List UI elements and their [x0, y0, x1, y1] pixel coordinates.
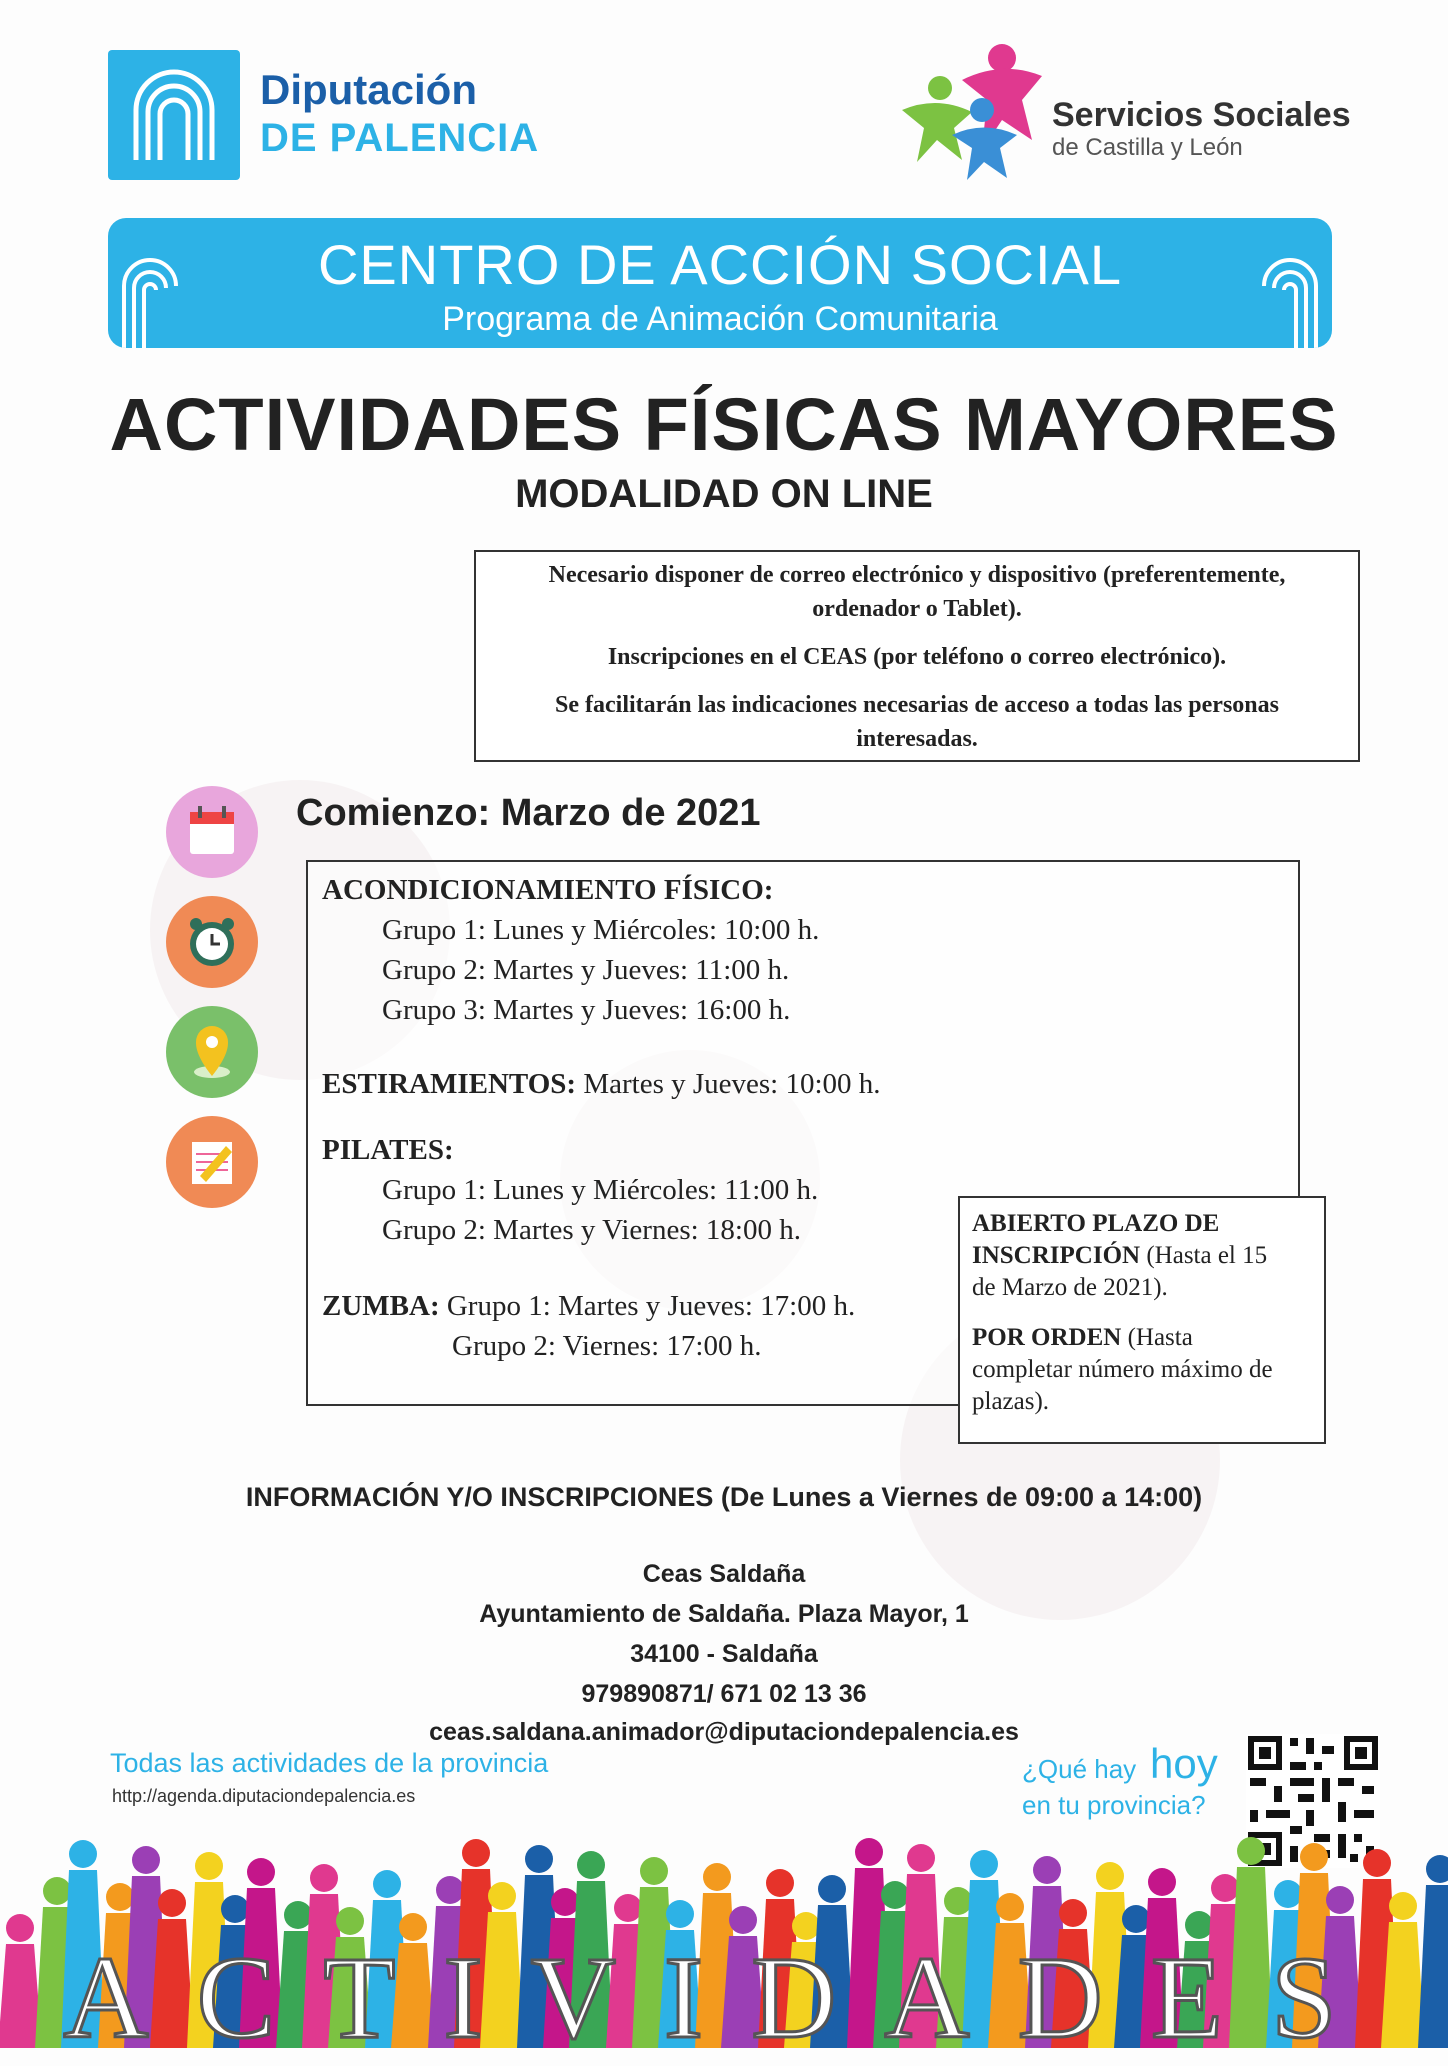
registration-line	[972, 1240, 1267, 1272]
registration-line: completar número máximo de	[972, 1356, 1273, 1383]
page-title: ACTIVIDADES FÍSICAS MAYORES	[109, 383, 1339, 466]
servicios-sociales-subtitle: de Castilla y León	[1052, 134, 1243, 161]
diputacion-name: Diputación	[260, 66, 477, 113]
hoy-text: hoy	[1150, 1740, 1218, 1787]
crowd-person-head	[221, 1895, 249, 1923]
crowd-person-head	[1059, 1899, 1087, 1927]
crowd-person-head	[1426, 1855, 1448, 1883]
crowd-person-head	[1326, 1886, 1354, 1914]
requirement-line: interesadas.	[856, 726, 978, 752]
crowd-person-head	[766, 1869, 794, 1897]
crowd-person-head	[818, 1875, 846, 1903]
crowd-person-head	[996, 1893, 1024, 1921]
crowd-person-head	[907, 1844, 935, 1872]
crowd-person-head	[1122, 1905, 1150, 1933]
en-tu-provincia-text: en tu provincia?	[1022, 1790, 1206, 1820]
schedule-line: Grupo 2: Martes y Jueves: 11:00 h.	[382, 954, 790, 986]
agenda-text: Todas las actividades de la provincia	[110, 1748, 549, 1778]
schedule-line: Grupo 3: Martes y Jueves: 16:00 h.	[382, 994, 791, 1026]
schedule-line: Grupo 1: Lunes y Miércoles: 11:00 h.	[382, 1174, 819, 1206]
zumba-line	[322, 1290, 855, 1323]
page-subtitle: MODALIDAD ON LINE	[515, 472, 933, 516]
zumba-heading: ZUMBA:	[322, 1290, 440, 1322]
requirement-line: Inscripciones en el CEAS (por teléfono o correo electrónico).	[607, 644, 1227, 670]
alarm-clock-icon	[166, 896, 258, 988]
info-heading: INFORMACIÓN Y/O INSCRIPCIONES (De Lunes a Viernes de 09:00 a 14:00)	[245, 1482, 1203, 1512]
crowd-person-head	[106, 1883, 134, 1911]
crowd-person-head	[551, 1888, 579, 1916]
pilates-heading: PILATES:	[322, 1134, 454, 1166]
registration-line: de Marzo de 2021).	[972, 1274, 1168, 1301]
address: Ayuntamiento de Saldaña. Plaza Mayor, 1	[479, 1600, 969, 1628]
requirement-line: ordenador o Tablet).	[812, 596, 1022, 622]
inscripcion-label: INSCRIPCIÓN	[972, 1242, 1141, 1269]
schedule-line: Grupo 2: Martes y Viernes: 18:00 h.	[382, 1214, 801, 1246]
crowd-person-head	[69, 1840, 97, 1868]
crowd-person-head	[970, 1850, 998, 1878]
crowd-person-head	[1363, 1849, 1391, 1877]
crowd-person-head	[881, 1881, 909, 1909]
estiramientos-time: Martes y Jueves: 10:00 h.	[576, 1068, 881, 1100]
crowd-person-head	[855, 1838, 883, 1866]
zumba-group1: Grupo 1: Martes y Jueves: 17:00 h.	[439, 1290, 856, 1322]
crowd-person-head	[436, 1876, 464, 1904]
requirements-box	[474, 550, 1360, 762]
crowd-person-head	[577, 1851, 605, 1879]
crowd-person-head	[640, 1857, 668, 1885]
crowd-person-head	[1033, 1856, 1061, 1884]
crowd-person-head	[666, 1900, 694, 1928]
crowd-person-head	[614, 1894, 642, 1922]
crowd-person-head	[132, 1846, 160, 1874]
diputacion-province: DE PALENCIA	[260, 116, 540, 160]
banner	[108, 218, 1332, 348]
crowd-person-head	[525, 1845, 553, 1873]
calendar-icon	[166, 786, 258, 878]
diputacion-logo-icon	[108, 50, 240, 180]
acondicionamiento-heading: ACONDICIONAMIENTO FÍSICO:	[322, 874, 774, 906]
actividades-big-word: ACTIVIDADES	[63, 1932, 1385, 2063]
crowd-person-head	[1389, 1892, 1417, 1920]
que-hay-text: ¿Qué hay	[1022, 1754, 1137, 1784]
crowd-person-head	[43, 1877, 71, 1905]
phone: 979890871/ 671 02 13 36	[581, 1680, 867, 1708]
location-pin-icon	[166, 1006, 258, 1098]
crowd-person-head	[1274, 1880, 1302, 1908]
estiramientos-line	[322, 1068, 881, 1101]
postal-code: 34100 - Saldaña	[630, 1640, 818, 1668]
crowd-person-head	[247, 1858, 275, 1886]
requirement-line: Necesario disponer de correo electrónico y dispositivo (preferentemente,	[548, 562, 1286, 588]
crowd-person-head	[1237, 1837, 1265, 1865]
banner-subtitle: Programa de Animación Comunitaria	[442, 300, 998, 338]
registration-line	[972, 1322, 1193, 1354]
crowd-person-head	[462, 1839, 490, 1867]
estiramientos-heading: ESTIRAMIENTOS:	[322, 1068, 577, 1100]
crowd-person-head	[703, 1863, 731, 1891]
crowd-person-head	[373, 1870, 401, 1898]
zumba-group2: Grupo 2: Viernes: 17:00 h.	[452, 1330, 762, 1362]
requirement-line: Se facilitarán las indicaciones necesarias de acceso a todas las personas	[555, 692, 1279, 718]
email-link[interactable]: ceas.saldana.animador@diputaciondepalencia.es	[429, 1718, 1019, 1746]
notepad-pencil-icon	[166, 1116, 258, 1208]
crowd-person-head	[1211, 1874, 1239, 1902]
por-orden-label: POR ORDEN	[972, 1324, 1122, 1351]
crowd-person-head	[284, 1901, 312, 1929]
crowd-person-head	[1148, 1868, 1176, 1896]
agenda-url-link[interactable]: http://agenda.diputaciondepalencia.es	[112, 1786, 416, 1806]
crowd-person-head	[310, 1864, 338, 1892]
servicios-sociales-title: Servicios Sociales	[1052, 96, 1351, 134]
banner-title: CENTRO DE ACCIÓN SOCIAL	[317, 233, 1123, 296]
order-text: (Hasta	[1121, 1324, 1193, 1351]
deadline-text: (Hasta el 15	[1140, 1242, 1268, 1269]
start-date: Comienzo: Marzo de 2021	[296, 792, 761, 834]
registration-line: plazas).	[972, 1388, 1050, 1415]
crowd-person-head	[944, 1887, 972, 1915]
servicios-sociales-logo-icon	[892, 40, 1052, 180]
registration-line: ABIERTO PLAZO DE	[972, 1210, 1220, 1237]
crowd-person-head	[158, 1889, 186, 1917]
crowd-person-head	[1096, 1862, 1124, 1890]
crowd-person-head	[488, 1882, 516, 1910]
ceas-name: Ceas Saldaña	[642, 1560, 806, 1588]
crowd-person-head	[1300, 1843, 1328, 1871]
registration-box	[958, 1196, 1326, 1444]
crowd-person-head	[195, 1852, 223, 1880]
schedule-line: Grupo 1: Lunes y Miércoles: 10:00 h.	[382, 914, 820, 946]
